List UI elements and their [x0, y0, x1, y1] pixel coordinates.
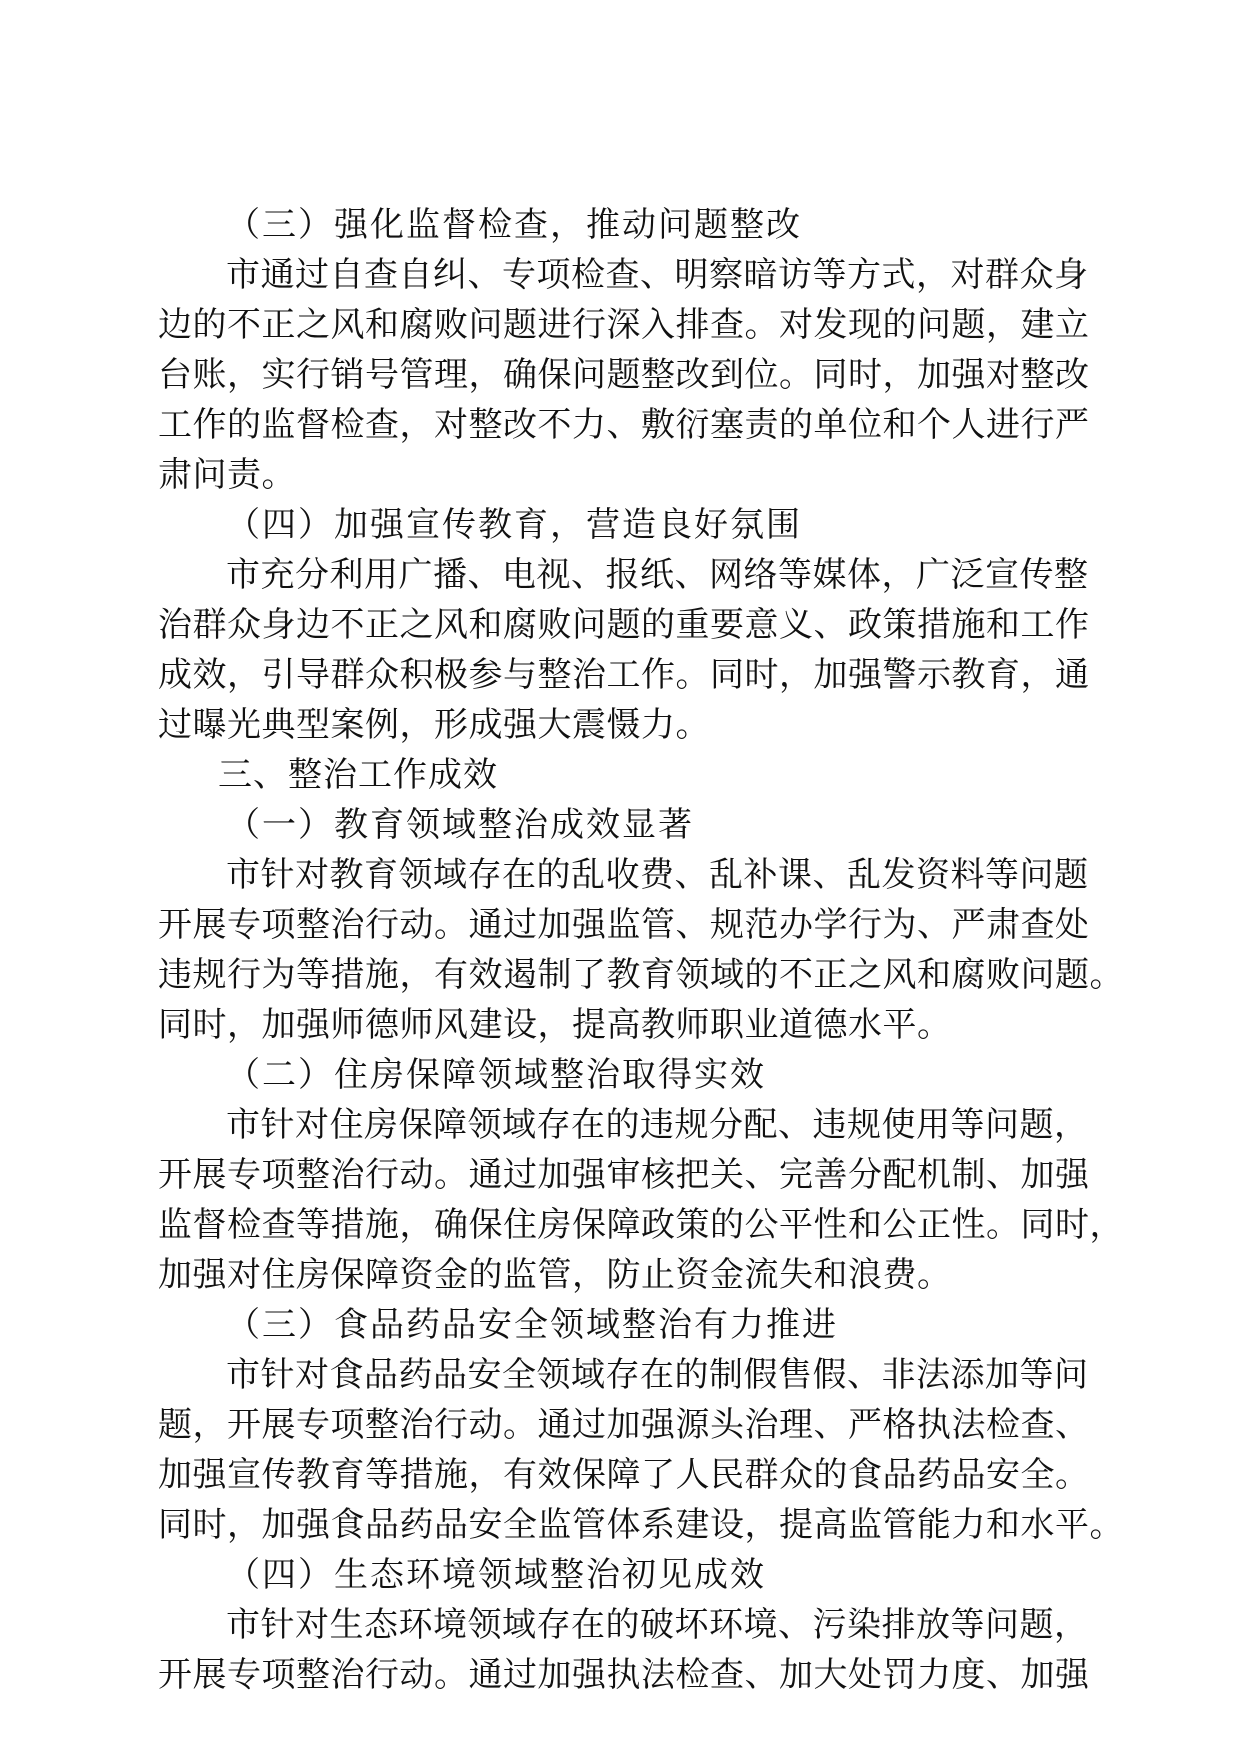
section-heading: [158, 750, 1083, 800]
text-line: （三）食品药品安全领域整治有力推进: [226, 1305, 838, 1345]
text-line: 违规行为等措施，有效遏制了教育领域的不正之风和腐败问题。: [158, 955, 1124, 995]
text-line: 治群众身边不正之风和腐败问题的重要意义、政策措施和工作: [158, 605, 1090, 645]
text-line: 监督检查等措施，确保住房保障政策的公平性和公正性。同时，: [158, 1205, 1124, 1245]
text-line: 市针对教育领域存在的乱收费、乱补课、乱发资料等问题: [226, 855, 1089, 895]
paragraph: [158, 1350, 1124, 1550]
text-line: 加强宣传教育等措施，有效保障了人民群众的食品药品安全。: [158, 1455, 1090, 1495]
text-line: 肃问责。: [158, 455, 296, 495]
text-line: 题，开展专项整治行动。通过加强源头治理、严格执法检查、: [158, 1405, 1090, 1445]
text-line: 台账，实行销号管理，确保问题整改到位。同时，加强对整改: [158, 355, 1090, 395]
text-line: 成效，引导群众积极参与整治工作。同时，加强警示教育，通: [158, 655, 1090, 695]
text-line: 同时，加强食品药品安全监管体系建设，提高监管能力和水平。: [158, 1505, 1124, 1545]
subheading: [158, 1550, 1083, 1600]
text-line: （三）强化监督检查，推动问题整改: [226, 205, 802, 245]
text-line: （一）教育领域整治成效显著: [226, 805, 694, 845]
subheading: [158, 1050, 1083, 1100]
paragraph: [158, 1600, 1090, 1700]
text-line: 市针对生态环境领域存在的破坏环境、污染排放等问题，: [226, 1605, 1089, 1645]
text-line: 同时，加强师德师风建设，提高教师职业道德水平。: [158, 1005, 952, 1045]
text-line: 边的不正之风和腐败问题进行深入排查。对发现的问题，建立: [158, 305, 1090, 345]
text-line: 三、整治工作成效: [218, 755, 498, 795]
text-line: 市通过自查自纠、专项检查、明察暗访等方式，对群众身: [226, 255, 1089, 295]
document-body: [158, 200, 1124, 1700]
text-line: 工作的监督检查，对整改不力、敷衍塞责的单位和个人进行严: [158, 405, 1090, 445]
subheading: [158, 1300, 1083, 1350]
text-line: 市针对食品药品安全领域存在的制假售假、非法添加等问: [226, 1355, 1089, 1395]
text-line: 市针对住房保障领域存在的违规分配、违规使用等问题，: [226, 1105, 1089, 1145]
text-line: 开展专项整治行动。通过加强监管、规范办学行为、严肃查处: [158, 905, 1090, 945]
text-line: （二）住房保障领域整治取得实效: [226, 1055, 766, 1095]
paragraph: [158, 250, 1090, 500]
text-line: 市充分利用广播、电视、报纸、网络等媒体，广泛宣传整: [226, 555, 1089, 595]
subheading: [158, 800, 1083, 850]
text-line: 过曝光典型案例，形成强大震慑力。: [158, 705, 710, 745]
text-line: 加强对住房保障资金的监管，防止资金流失和浪费。: [158, 1255, 952, 1295]
text-line: 开展专项整治行动。通过加强审核把关、完善分配机制、加强: [158, 1155, 1090, 1195]
paragraph: [158, 1100, 1124, 1300]
text-line: （四）加强宣传教育，营造良好氛围: [226, 505, 802, 545]
text-line: （四）生态环境领域整治初见成效: [226, 1555, 766, 1595]
subheading: [158, 200, 1083, 250]
paragraph: [158, 850, 1124, 1050]
text-line: 开展专项整治行动。通过加强执法检查、加大处罚力度、加强: [158, 1655, 1090, 1695]
paragraph: [158, 550, 1090, 750]
subheading: [158, 500, 1083, 550]
